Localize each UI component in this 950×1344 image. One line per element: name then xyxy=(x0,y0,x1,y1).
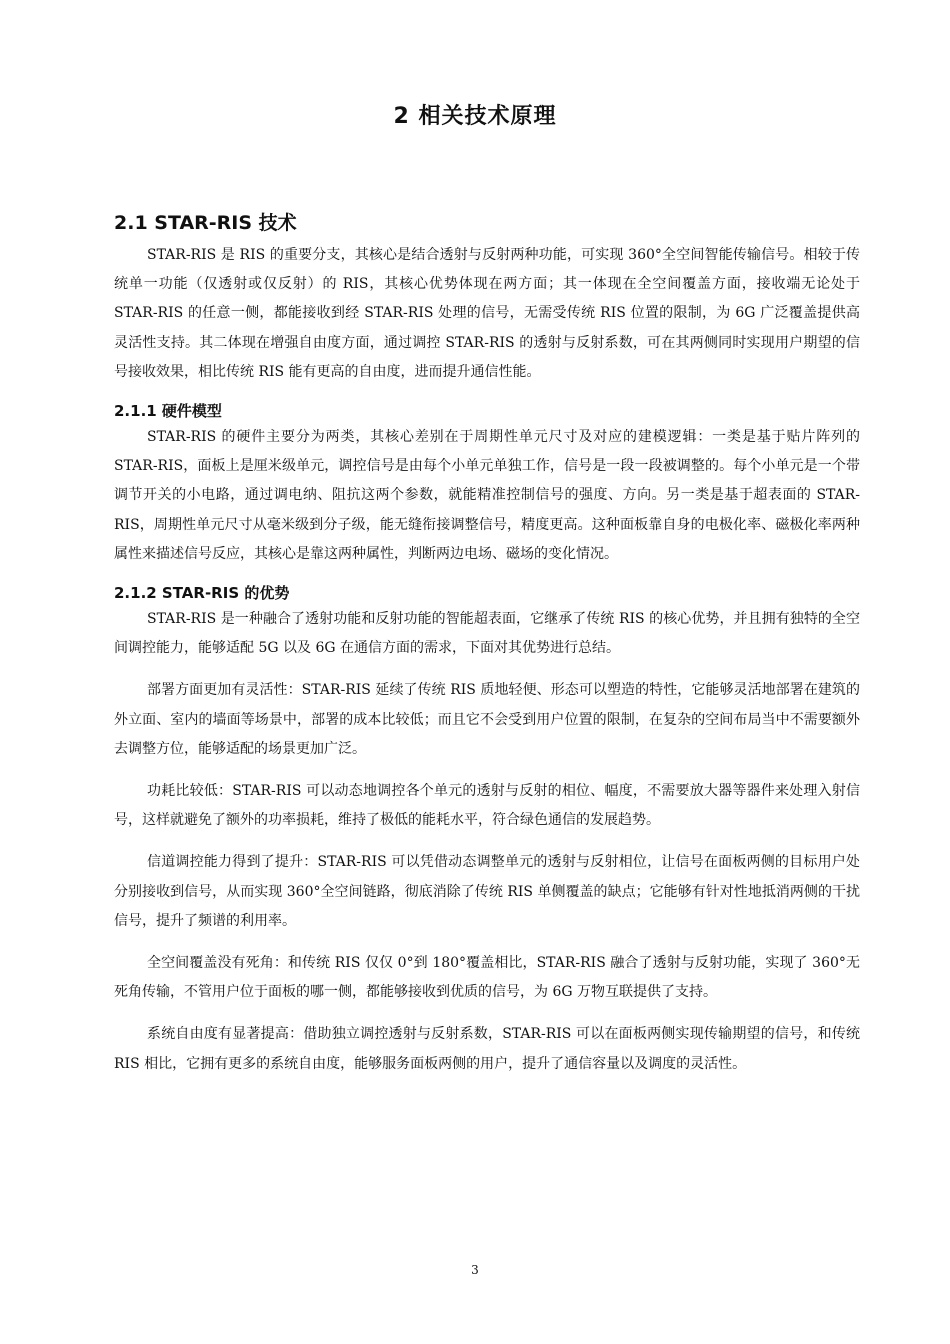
section-2-1-1-paragraph: STAR-RIS 的硬件主要分为两类，其核心差别在于周期性单元尺寸及对应的建模逻辑：一类是基于贴片阵列的 STAR-RIS，面板上是厘米级单元，调控信号是由每个小单元单独工作，信号是一段一段被调整的。每个小单元是一个带调节开关的小电路，通过调电纳、阻抗这两个参数，就能精准控制信号的强度、方向。另一类是基于超表面的 STAR-RIS，周期性单元尺寸从毫米级到分子级，能无缝衔接调整信号，精度更高。这种面板靠自身的电极化率、磁极化率两种属性来描述信号反应，其核心是靠这两种属性，判断两边电场、磁场的变化情况。 xyxy=(114,429,860,562)
section-heading-2-1: 2.1 STAR-RIS 技术 xyxy=(114,212,297,234)
subsection-heading-2-1-2: 2.1.2 STAR-RIS 的优势 xyxy=(114,584,290,603)
advantage-deployment-paragraph: 部署方面更加有灵活性：STAR-RIS 延续了传统 RIS 质地轻便、形态可以塑造的特性，它能够灵活地部署在建筑的外立面、室内的墙面等场景中，部署的成本比较低；而且它不会受到用户位置的限制，在复杂的空间布局当中不需要额外去调整方位，能够适配的场景更加广泛。 xyxy=(114,682,860,757)
page-content xyxy=(114,208,860,1079)
subsection-heading-2-1-1: 2.1.1 硬件模型 xyxy=(114,402,222,421)
advantages-intro-paragraph: STAR-RIS 是一种融合了透射功能和反射功能的智能超表面，它继承了传统 RIS 的核心优势，并且拥有独特的全空间调控能力，能够适配 5G 以及 6G 在通信方面的需求，下面对其优势进行总结。 xyxy=(114,611,860,657)
advantage-power-paragraph: 功耗比较低：STAR-RIS 可以动态地调控各个单元的透射与反射的相位、幅度，不需要放大器等器件来处理入射信号，这样就避免了额外的功率损耗，维持了极低的能耗水平，符合绿色通信的发展趋势。 xyxy=(114,783,860,829)
section-2-1-paragraph: STAR-RIS 是 RIS 的重要分支，其核心是结合透射与反射两种功能，可实现 360°全空间智能传输信号。相较于传统单一功能（仅透射或仅反射）的 RIS，其核心优势体现在两方面；其一体现在全空间覆盖方面，接收端无论处于 STAR-RIS 的任意一侧，都能接收到经 STAR-RIS 处理的信号，无需受传统 RIS 位置的限制，为 6G 广泛覆盖提供高灵活性支持。其二体现在增强自由度方面，通过调控 STAR-RIS 的透射与反射系数，可在其两侧同时实现用户期望的信号接收效果，相比传统 RIS 能有更高的自由度，进而提升通信性能。 xyxy=(114,247,860,380)
advantage-full-coverage-paragraph: 全空间覆盖没有死角：和传统 RIS 仅仅 0°到 180°覆盖相比，STAR-RIS 融合了透射与反射功能，实现了 360°无死角传输，不管用户位于面板的哪一侧，都能够接收到优质的信号，为 6G 万物互联提供了支持。 xyxy=(114,955,860,1001)
chapter-title: 2 相关技术原理 xyxy=(393,104,557,129)
page-number: 3 xyxy=(471,1263,479,1277)
advantage-freedom-paragraph: 系统自由度有显著提高：借助独立调控透射与反射系数，STAR-RIS 可以在面板两侧实现传输期望的信号，和传统 RIS 相比，它拥有更多的系统自由度，能够服务面板两侧的用户，提升了通信容量以及调度的灵活性。 xyxy=(114,1026,860,1072)
advantage-channel-control-paragraph: 信道调控能力得到了提升：STAR-RIS 可以凭借动态调整单元的透射与反射相位，让信号在面板两侧的目标用户处分别接收到信号，从而实现 360°全空间链路，彻底消除了传统 RIS 单侧覆盖的缺点；它能够有针对性地抵消两侧的干扰信号，提升了频谱的利用率。 xyxy=(114,854,860,929)
